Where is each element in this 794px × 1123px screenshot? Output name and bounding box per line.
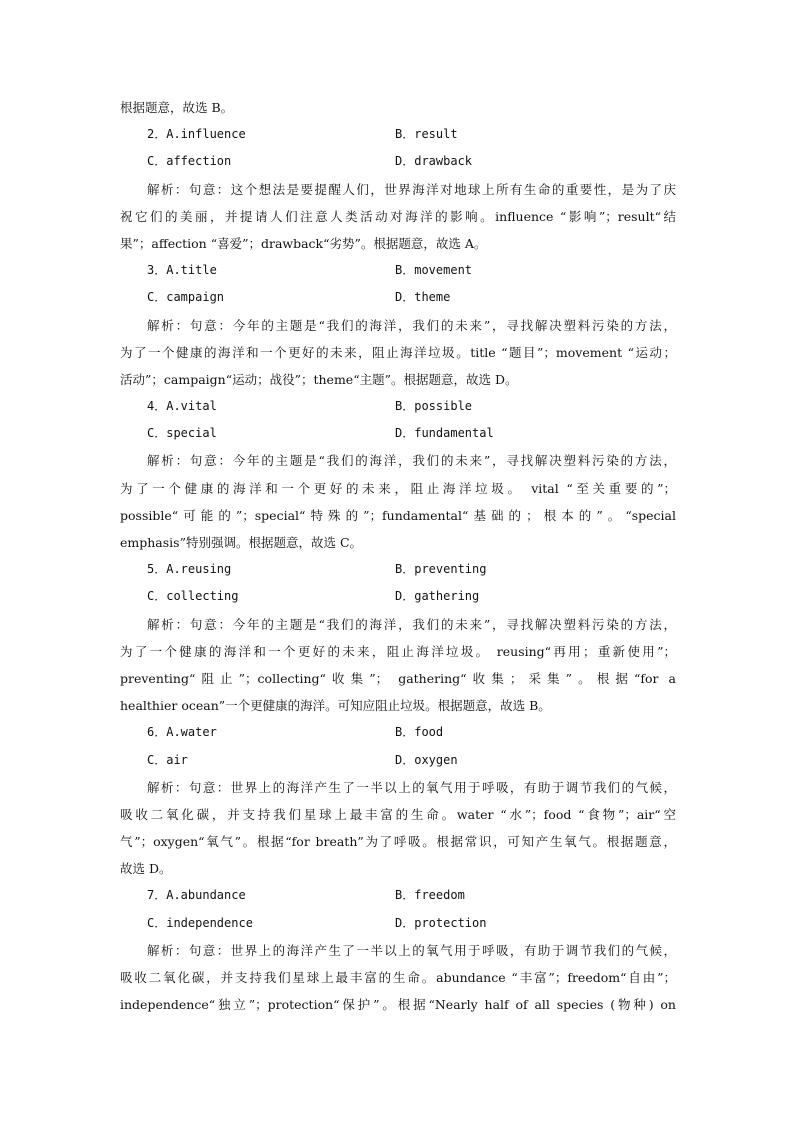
explanation-line: 吸收二氧化碳，并支持我们星球上最丰富的生命。abundance “丰富”；freedom“自由”； <box>120 970 676 985</box>
question-block <box>120 393 676 556</box>
explanation-line: 为了一个健康的海洋和一个更好的未来，阻止海洋垃圾。 vital “至关重要的”； <box>120 480 676 496</box>
option-row <box>120 284 676 311</box>
option-text: C．independence <box>147 915 253 930</box>
option-row <box>120 420 676 447</box>
option-text: D．theme <box>395 290 451 305</box>
option-text: D．oxygen <box>395 752 458 767</box>
document-page <box>120 94 676 1018</box>
option-text: B．freedom <box>395 888 465 903</box>
explanation-line: 吸收二氧化碳，并支持我们星球上最丰富的生命。water “水”；food “食物”；air“空 <box>120 806 676 822</box>
explanation-line: 解析：句意：这个想法是要提醒人们，世界海洋对地球上所有生命的重要性，是为了庆 <box>147 181 676 197</box>
explanation-line: 果”；affection “喜爱”；drawback“劣势”。根据题意，故选 A。 <box>120 235 487 251</box>
option-text: 3．A.title <box>147 263 217 278</box>
option-text: C．collecting <box>147 589 239 604</box>
option-row <box>120 257 676 284</box>
option-text: C．affection <box>147 154 232 169</box>
option-row <box>120 747 676 774</box>
option-text: D．gathering <box>395 589 480 604</box>
question-list <box>120 121 676 1018</box>
option-text: B．possible <box>395 399 473 414</box>
explanation-line: 活动”；campaign“运动；战役”；theme“主题”。根据题意，故选 D。 <box>120 371 518 387</box>
option-text: 7．A.abundance <box>147 888 246 903</box>
option-row <box>120 148 676 175</box>
option-row <box>120 393 676 420</box>
intro-line: 根据题意，故选 B。 <box>120 100 234 115</box>
option-row <box>120 882 676 909</box>
explanation-line: 为了一个健康的海洋和一个更好的未来，阻止海洋垃圾。 reusing“再用；重新使用”； <box>120 643 676 659</box>
option-text: 4．A.vital <box>147 399 217 414</box>
option-text: C．air <box>147 752 188 767</box>
explanation-line: 解析：句意：今年的主题是“我们的海洋，我们的未来”，寻找解决塑料污染的方法， <box>147 453 676 469</box>
explanation-line: 解析：句意：世界上的海洋产生了一半以上的氧气用于呼吸，有助于调节我们的气候， <box>147 779 676 795</box>
option-row <box>120 583 676 610</box>
explanation-line: 为了一个健康的海洋和一个更好的未来，阻止海洋垃圾。title “题目”；movement “运动； <box>120 344 676 360</box>
option-text: D．protection <box>395 915 487 930</box>
explanation-line: 解析：句意：世界上的海洋产生了一半以上的氧气用于呼吸，有助于调节我们的气候， <box>147 942 676 958</box>
question-block <box>120 882 676 1018</box>
option-text: B．preventing <box>395 562 487 577</box>
question-block <box>120 121 676 257</box>
explanation-line: emphasis”特别强调。根据题意，故选 C。 <box>120 535 363 550</box>
option-text: C．campaign <box>147 290 225 305</box>
question-block <box>120 556 676 719</box>
question-block <box>120 719 676 882</box>
explanation-line: 祝它们的美丽，并提请人们注意人类活动对海洋的影响。influence “影响”；result“结 <box>120 208 676 224</box>
option-row <box>120 121 676 148</box>
option-text: B．food <box>395 725 444 740</box>
option-row <box>120 719 676 746</box>
explanation-line: 解析：句意：今年的主题是“我们的海洋，我们的未来”，寻找解决塑料污染的方法， <box>147 317 676 333</box>
explanation-line: preventing“阻止”；collecting“收集”； gathering“收集；采集”。根据“for a <box>120 670 676 686</box>
option-text: 2．A.influence <box>147 127 246 142</box>
explanation-line: possible“可能的”；special“特殊的”；fundamental“基础的；根本的”。“special <box>120 507 676 523</box>
option-text: B．movement <box>395 263 473 278</box>
explanation-line: 故选 D。 <box>120 861 172 877</box>
option-text: D．drawback <box>395 154 473 169</box>
explanation-line: healthier ocean”一个更健康的海洋。可知应阻止垃圾。根据题意，故选 B。 <box>120 698 551 714</box>
option-row <box>120 556 676 583</box>
explanation-line: 气”；oxygen“氧气”。根据“for breath”为了呼吸。根据常识，可知产生氧气。根据题意， <box>120 834 676 850</box>
option-text: B．result <box>395 127 458 142</box>
option-text: D．fundamental <box>395 426 494 441</box>
option-text: 5．A.reusing <box>147 562 232 577</box>
option-text: C．special <box>147 426 217 441</box>
option-row <box>120 910 676 937</box>
option-text: 6．A.water <box>147 725 217 740</box>
question-block <box>120 257 676 393</box>
explanation-line: 解析：句意：今年的主题是“我们的海洋，我们的未来”，寻找解决塑料污染的方法， <box>147 616 676 632</box>
explanation-line: independence“独立”；protection“保护”。根据“Nearly half of all species (物种) on <box>120 997 676 1013</box>
